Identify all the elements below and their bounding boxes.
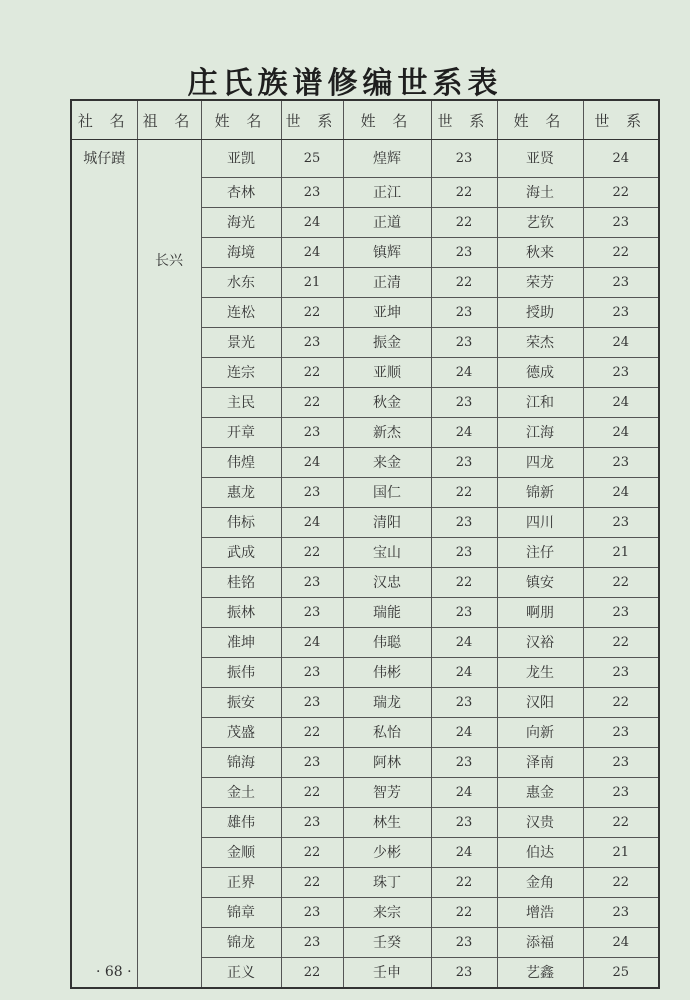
generation-cell: 22 bbox=[431, 267, 497, 297]
generation-cell: 23 bbox=[431, 140, 497, 178]
person-name-cell: 武成 bbox=[201, 537, 281, 567]
generation-cell: 23 bbox=[281, 567, 343, 597]
person-name-cell: 锦章 bbox=[201, 897, 281, 927]
generation-cell: 22 bbox=[583, 177, 659, 207]
generation-cell: 23 bbox=[431, 957, 497, 988]
generation-cell: 23 bbox=[281, 747, 343, 777]
person-name-cell: 正界 bbox=[201, 867, 281, 897]
generation-cell: 23 bbox=[431, 747, 497, 777]
person-name-cell: 正清 bbox=[343, 267, 431, 297]
empty-cell bbox=[71, 207, 137, 237]
generation-cell: 24 bbox=[431, 837, 497, 867]
person-name-cell: 振伟 bbox=[201, 657, 281, 687]
person-name-cell: 振林 bbox=[201, 597, 281, 627]
generation-cell: 23 bbox=[281, 897, 343, 927]
empty-cell bbox=[71, 327, 137, 357]
person-name-cell: 海土 bbox=[497, 177, 583, 207]
person-name-cell: 亚顺 bbox=[343, 357, 431, 387]
page-title: 庄氏族谱修编世系表 bbox=[187, 66, 503, 101]
person-name-cell: 景光 bbox=[201, 327, 281, 357]
generation-cell: 23 bbox=[583, 777, 659, 807]
person-name-cell: 开章 bbox=[201, 417, 281, 447]
generation-cell: 23 bbox=[431, 807, 497, 837]
generation-cell: 23 bbox=[281, 327, 343, 357]
person-name-cell: 水东 bbox=[201, 267, 281, 297]
generation-cell: 24 bbox=[583, 387, 659, 417]
column-header: 世 系 bbox=[431, 100, 497, 140]
generation-cell: 24 bbox=[583, 417, 659, 447]
person-name-cell: 锦龙 bbox=[201, 927, 281, 957]
empty-cell bbox=[71, 267, 137, 297]
generation-cell: 24 bbox=[431, 417, 497, 447]
generation-cell: 22 bbox=[583, 237, 659, 267]
person-name-cell: 壬申 bbox=[343, 957, 431, 988]
generation-cell: 24 bbox=[281, 507, 343, 537]
generation-cell: 23 bbox=[431, 927, 497, 957]
genealogy-table bbox=[70, 99, 660, 989]
empty-cell bbox=[71, 417, 137, 447]
generation-cell: 24 bbox=[281, 207, 343, 237]
generation-cell: 22 bbox=[281, 867, 343, 897]
person-name-cell: 伟彬 bbox=[343, 657, 431, 687]
generation-cell: 22 bbox=[281, 537, 343, 567]
person-name-cell: 四川 bbox=[497, 507, 583, 537]
person-name-cell: 添福 bbox=[497, 927, 583, 957]
generation-cell: 23 bbox=[281, 477, 343, 507]
person-name-cell: 海光 bbox=[201, 207, 281, 237]
generation-cell: 23 bbox=[431, 237, 497, 267]
person-name-cell: 壬癸 bbox=[343, 927, 431, 957]
generation-cell: 24 bbox=[281, 627, 343, 657]
person-name-cell: 泽南 bbox=[497, 747, 583, 777]
table-body bbox=[71, 140, 659, 988]
person-name-cell: 来宗 bbox=[343, 897, 431, 927]
person-name-cell: 亚坤 bbox=[343, 297, 431, 327]
generation-cell: 23 bbox=[583, 717, 659, 747]
empty-cell bbox=[71, 807, 137, 837]
person-name-cell: 亚贤 bbox=[497, 140, 583, 178]
person-name-cell: 海境 bbox=[201, 237, 281, 267]
person-name-cell: 伟煌 bbox=[201, 447, 281, 477]
column-header: 世 系 bbox=[281, 100, 343, 140]
person-name-cell: 煌辉 bbox=[343, 140, 431, 178]
person-name-cell: 艺钦 bbox=[497, 207, 583, 237]
generation-cell: 23 bbox=[431, 327, 497, 357]
generation-cell: 24 bbox=[431, 627, 497, 657]
generation-cell: 24 bbox=[431, 717, 497, 747]
person-name-cell: 杏林 bbox=[201, 177, 281, 207]
person-name-cell: 四龙 bbox=[497, 447, 583, 477]
empty-cell bbox=[71, 477, 137, 507]
empty-cell bbox=[71, 387, 137, 417]
generation-cell: 23 bbox=[583, 357, 659, 387]
person-name-cell: 汉裕 bbox=[497, 627, 583, 657]
person-name-cell: 连松 bbox=[201, 297, 281, 327]
person-name-cell: 新杰 bbox=[343, 417, 431, 447]
person-name-cell: 秋金 bbox=[343, 387, 431, 417]
person-name-cell: 珠丁 bbox=[343, 867, 431, 897]
person-name-cell: 啊朋 bbox=[497, 597, 583, 627]
branch-name-cell: 城仔蹟 bbox=[71, 140, 137, 178]
generation-cell: 23 bbox=[583, 447, 659, 477]
generation-cell: 23 bbox=[583, 207, 659, 237]
empty-cell bbox=[71, 867, 137, 897]
generation-cell: 23 bbox=[281, 687, 343, 717]
column-header: 祖 名 bbox=[137, 100, 201, 140]
person-name-cell: 宝山 bbox=[343, 537, 431, 567]
person-name-cell: 向新 bbox=[497, 717, 583, 747]
person-name-cell: 正义 bbox=[201, 957, 281, 988]
ancestor-name-cell: 长兴 bbox=[137, 140, 201, 988]
person-name-cell: 亚凯 bbox=[201, 140, 281, 178]
person-name-cell: 金土 bbox=[201, 777, 281, 807]
person-name-cell: 汉阳 bbox=[497, 687, 583, 717]
generation-cell: 22 bbox=[431, 177, 497, 207]
generation-cell: 22 bbox=[281, 777, 343, 807]
generation-cell: 23 bbox=[583, 747, 659, 777]
person-name-cell: 来金 bbox=[343, 447, 431, 477]
generation-cell: 24 bbox=[281, 237, 343, 267]
person-name-cell: 林生 bbox=[343, 807, 431, 837]
person-name-cell: 注仔 bbox=[497, 537, 583, 567]
column-header: 姓 名 bbox=[201, 100, 281, 140]
person-name-cell: 龙生 bbox=[497, 657, 583, 687]
generation-cell: 22 bbox=[281, 837, 343, 867]
generation-cell: 25 bbox=[281, 140, 343, 178]
person-name-cell: 德成 bbox=[497, 357, 583, 387]
empty-cell bbox=[71, 927, 137, 957]
generation-cell: 22 bbox=[281, 387, 343, 417]
person-name-cell: 荣杰 bbox=[497, 327, 583, 357]
person-name-cell: 茂盛 bbox=[201, 717, 281, 747]
person-name-cell: 阿林 bbox=[343, 747, 431, 777]
generation-cell: 23 bbox=[431, 537, 497, 567]
generation-cell: 23 bbox=[281, 177, 343, 207]
generation-cell: 22 bbox=[431, 207, 497, 237]
generation-cell: 23 bbox=[431, 687, 497, 717]
generation-cell: 23 bbox=[431, 447, 497, 477]
person-name-cell: 正道 bbox=[343, 207, 431, 237]
person-name-cell: 荣芳 bbox=[497, 267, 583, 297]
generation-cell: 24 bbox=[431, 657, 497, 687]
person-name-cell: 锦新 bbox=[497, 477, 583, 507]
generation-cell: 24 bbox=[583, 140, 659, 178]
generation-cell: 23 bbox=[281, 657, 343, 687]
person-name-cell: 主民 bbox=[201, 387, 281, 417]
table-row bbox=[71, 140, 659, 178]
generation-cell: 24 bbox=[431, 777, 497, 807]
person-name-cell: 连宗 bbox=[201, 357, 281, 387]
generation-cell: 22 bbox=[583, 807, 659, 837]
person-name-cell: 桂铭 bbox=[201, 567, 281, 597]
generation-cell: 22 bbox=[281, 957, 343, 988]
empty-cell bbox=[71, 297, 137, 327]
person-name-cell: 国仁 bbox=[343, 477, 431, 507]
table-header-row bbox=[71, 100, 659, 140]
person-name-cell: 汉贵 bbox=[497, 807, 583, 837]
generation-cell: 22 bbox=[431, 477, 497, 507]
column-header: 社 名 bbox=[71, 100, 137, 140]
generation-cell: 22 bbox=[431, 567, 497, 597]
person-name-cell: 镇安 bbox=[497, 567, 583, 597]
generation-cell: 23 bbox=[583, 597, 659, 627]
empty-cell bbox=[71, 627, 137, 657]
generation-cell: 21 bbox=[583, 837, 659, 867]
person-name-cell: 瑞龙 bbox=[343, 687, 431, 717]
person-name-cell: 准坤 bbox=[201, 627, 281, 657]
person-name-cell: 秋来 bbox=[497, 237, 583, 267]
generation-cell: 23 bbox=[431, 387, 497, 417]
generation-cell: 23 bbox=[583, 267, 659, 297]
empty-cell bbox=[71, 447, 137, 477]
empty-cell bbox=[71, 237, 137, 267]
person-name-cell: 授助 bbox=[497, 297, 583, 327]
generation-cell: 22 bbox=[431, 897, 497, 927]
person-name-cell: 振安 bbox=[201, 687, 281, 717]
empty-cell bbox=[71, 717, 137, 747]
generation-cell: 22 bbox=[583, 687, 659, 717]
person-name-cell: 智芳 bbox=[343, 777, 431, 807]
empty-cell bbox=[71, 777, 137, 807]
generation-cell: 21 bbox=[583, 537, 659, 567]
generation-cell: 23 bbox=[281, 807, 343, 837]
person-name-cell: 瑞能 bbox=[343, 597, 431, 627]
person-name-cell: 伟聪 bbox=[343, 627, 431, 657]
generation-cell: 24 bbox=[583, 927, 659, 957]
generation-cell: 23 bbox=[431, 507, 497, 537]
generation-cell: 22 bbox=[583, 567, 659, 597]
column-header: 姓 名 bbox=[343, 100, 431, 140]
generation-cell: 22 bbox=[583, 867, 659, 897]
generation-cell: 24 bbox=[583, 327, 659, 357]
person-name-cell: 金角 bbox=[497, 867, 583, 897]
generation-cell: 23 bbox=[281, 927, 343, 957]
generation-cell: 21 bbox=[281, 267, 343, 297]
generation-cell: 22 bbox=[281, 297, 343, 327]
empty-cell bbox=[71, 567, 137, 597]
person-name-cell: 金顺 bbox=[201, 837, 281, 867]
person-name-cell: 清阳 bbox=[343, 507, 431, 537]
person-name-cell: 增浩 bbox=[497, 897, 583, 927]
generation-cell: 22 bbox=[583, 627, 659, 657]
generation-cell: 23 bbox=[583, 507, 659, 537]
generation-cell: 22 bbox=[281, 357, 343, 387]
generation-cell: 22 bbox=[281, 717, 343, 747]
generation-cell: 23 bbox=[431, 597, 497, 627]
person-name-cell: 振金 bbox=[343, 327, 431, 357]
person-name-cell: 伯达 bbox=[497, 837, 583, 867]
generation-cell: 25 bbox=[583, 957, 659, 988]
person-name-cell: 锦海 bbox=[201, 747, 281, 777]
empty-cell bbox=[71, 747, 137, 777]
empty-cell bbox=[71, 687, 137, 717]
person-name-cell: 汉忠 bbox=[343, 567, 431, 597]
empty-cell bbox=[71, 177, 137, 207]
person-name-cell: 镇辉 bbox=[343, 237, 431, 267]
empty-cell bbox=[71, 357, 137, 387]
person-name-cell: 惠龙 bbox=[201, 477, 281, 507]
generation-cell: 23 bbox=[583, 657, 659, 687]
empty-cell bbox=[71, 537, 137, 567]
generation-cell: 24 bbox=[281, 447, 343, 477]
person-name-cell: 伟标 bbox=[201, 507, 281, 537]
empty-cell bbox=[71, 597, 137, 627]
column-header: 世 系 bbox=[583, 100, 659, 140]
person-name-cell: 艺鑫 bbox=[497, 957, 583, 988]
person-name-cell: 惠金 bbox=[497, 777, 583, 807]
person-name-cell: 私怡 bbox=[343, 717, 431, 747]
empty-cell bbox=[71, 837, 137, 867]
empty-cell bbox=[71, 897, 137, 927]
generation-cell: 23 bbox=[431, 297, 497, 327]
page-number: · 68 · bbox=[96, 964, 132, 980]
person-name-cell: 少彬 bbox=[343, 837, 431, 867]
person-name-cell: 江海 bbox=[497, 417, 583, 447]
generation-cell: 23 bbox=[281, 417, 343, 447]
person-name-cell: 江和 bbox=[497, 387, 583, 417]
generation-cell: 24 bbox=[431, 357, 497, 387]
generation-cell: 23 bbox=[583, 897, 659, 927]
column-header: 姓 名 bbox=[497, 100, 583, 140]
generation-cell: 22 bbox=[431, 867, 497, 897]
empty-cell bbox=[71, 657, 137, 687]
generation-cell: 23 bbox=[583, 297, 659, 327]
person-name-cell: 雄伟 bbox=[201, 807, 281, 837]
empty-cell bbox=[71, 507, 137, 537]
generation-cell: 23 bbox=[281, 597, 343, 627]
generation-cell: 24 bbox=[583, 477, 659, 507]
person-name-cell: 正江 bbox=[343, 177, 431, 207]
